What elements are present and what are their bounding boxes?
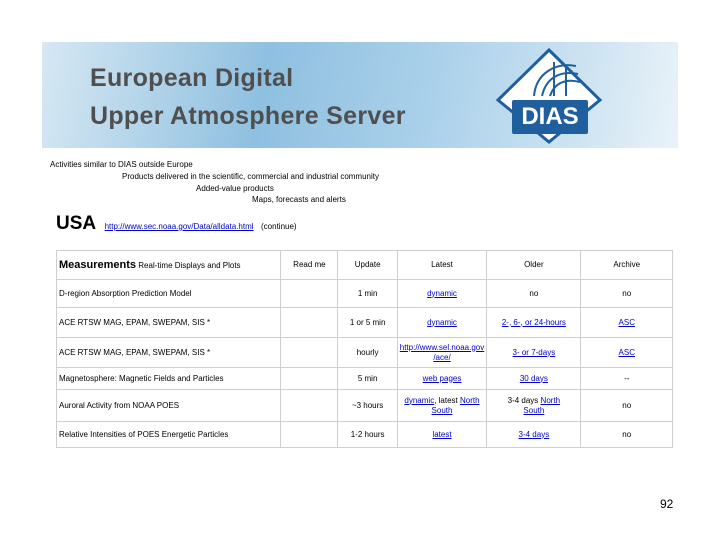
row-older: no [487,280,581,308]
row-update: 1-2 hours [338,422,397,448]
section-heading: USA [56,213,97,234]
subtitle-line-2: Products delivered in the scientific, commercial and industrial community [122,172,379,181]
row-readme [281,308,338,338]
dias-logo-text: DIAS [512,100,588,134]
row-readme [281,422,338,448]
south-link[interactable]: South [523,405,545,415]
older-link[interactable]: 2-, 6-, or 24-hours [501,317,566,327]
latest-text: , latest [434,395,458,405]
row-latest [397,280,487,308]
row-latest [397,422,487,448]
row-name: ACE RTSW MAG, EPAM, SWEPAM, SIS * [57,338,281,368]
row-name: Magnetosphere: Magnetic Fields and Particles [57,368,281,390]
table-row [57,338,673,368]
row-older [487,368,581,390]
row-readme [281,338,338,368]
banner-title-line1: European Digital [90,64,294,92]
row-readme [281,280,338,308]
latest-link[interactable]: http://www.sel.noaa.gov /ace/ [399,342,485,362]
section-heading-row [56,213,297,235]
latest-link[interactable]: latest [432,429,452,439]
table-header-row [57,251,673,280]
row-update: 5 min [338,368,397,390]
older-text: 3-4 days [507,395,539,405]
table-row [57,422,673,448]
data-products-table [56,250,673,448]
row-archive: -- [581,368,673,390]
page-number: 92 [660,497,674,511]
row-name: Relative Intensities of POES Energetic Particles [57,422,281,448]
table-row [57,308,673,338]
table-row [57,280,673,308]
row-archive: no [581,280,673,308]
latest-link[interactable]: dynamic [427,288,457,298]
header-measurements-label: Measurements [59,258,137,271]
continued-label: (continue) [261,222,297,231]
subtitle-line-4: Maps, forecasts and alerts [252,195,346,204]
header-latest: Latest [397,251,487,280]
row-older [487,338,581,368]
older-link[interactable]: 30 days [519,373,548,383]
row-name: Auroral Activity from NOAA POES [57,390,281,422]
row-archive: no [581,422,673,448]
row-readme [281,390,338,422]
row-latest [397,338,487,368]
row-name: ACE RTSW MAG, EPAM, SWEPAM, SIS * [57,308,281,338]
row-update: 1 min [338,280,397,308]
noaa-data-link[interactable]: http://www.sec.noaa.gov/Data/alldata.html [104,222,254,231]
archive-link[interactable]: ASC [618,317,635,327]
row-older [487,308,581,338]
row-latest [397,368,487,390]
row-latest [397,390,487,422]
header-update: Update [338,251,397,280]
archive-link[interactable]: ASC [618,347,635,357]
table-row [57,368,673,390]
table-row [57,390,673,422]
header-banner [42,42,678,148]
header-measurements [57,251,281,280]
south-link[interactable]: South [431,405,453,415]
subtitle-line-3: Added-value products [196,184,274,193]
header-measurements-subtitle: Real-time Displays and Plots [138,260,241,270]
header-read-me: Read me [281,251,338,280]
row-update: 1 or 5 min [338,308,397,338]
header-older: Older [487,251,581,280]
north-link[interactable]: North [460,395,480,405]
header-archive: Archive [581,251,673,280]
subtitle-line-1: Activities similar to DIAS outside Europe [50,160,193,169]
older-link[interactable]: 3- or 7-days [512,347,556,357]
latest-link[interactable]: dynamic [404,395,435,405]
latest-link[interactable]: dynamic [427,317,457,327]
row-update: hourly [338,338,397,368]
row-name: D-region Absorption Prediction Model [57,280,281,308]
row-archive [581,308,673,338]
row-latest [397,308,487,338]
north-link[interactable]: North [540,395,561,405]
row-older [487,390,581,422]
row-archive: no [581,390,673,422]
row-older [487,422,581,448]
latest-link[interactable]: web pages [422,373,462,383]
row-archive [581,338,673,368]
row-readme [281,368,338,390]
banner-title-line2: Upper Atmosphere Server [90,102,406,130]
older-link[interactable]: 3-4 days [518,429,550,439]
row-update: ~3 hours [338,390,397,422]
